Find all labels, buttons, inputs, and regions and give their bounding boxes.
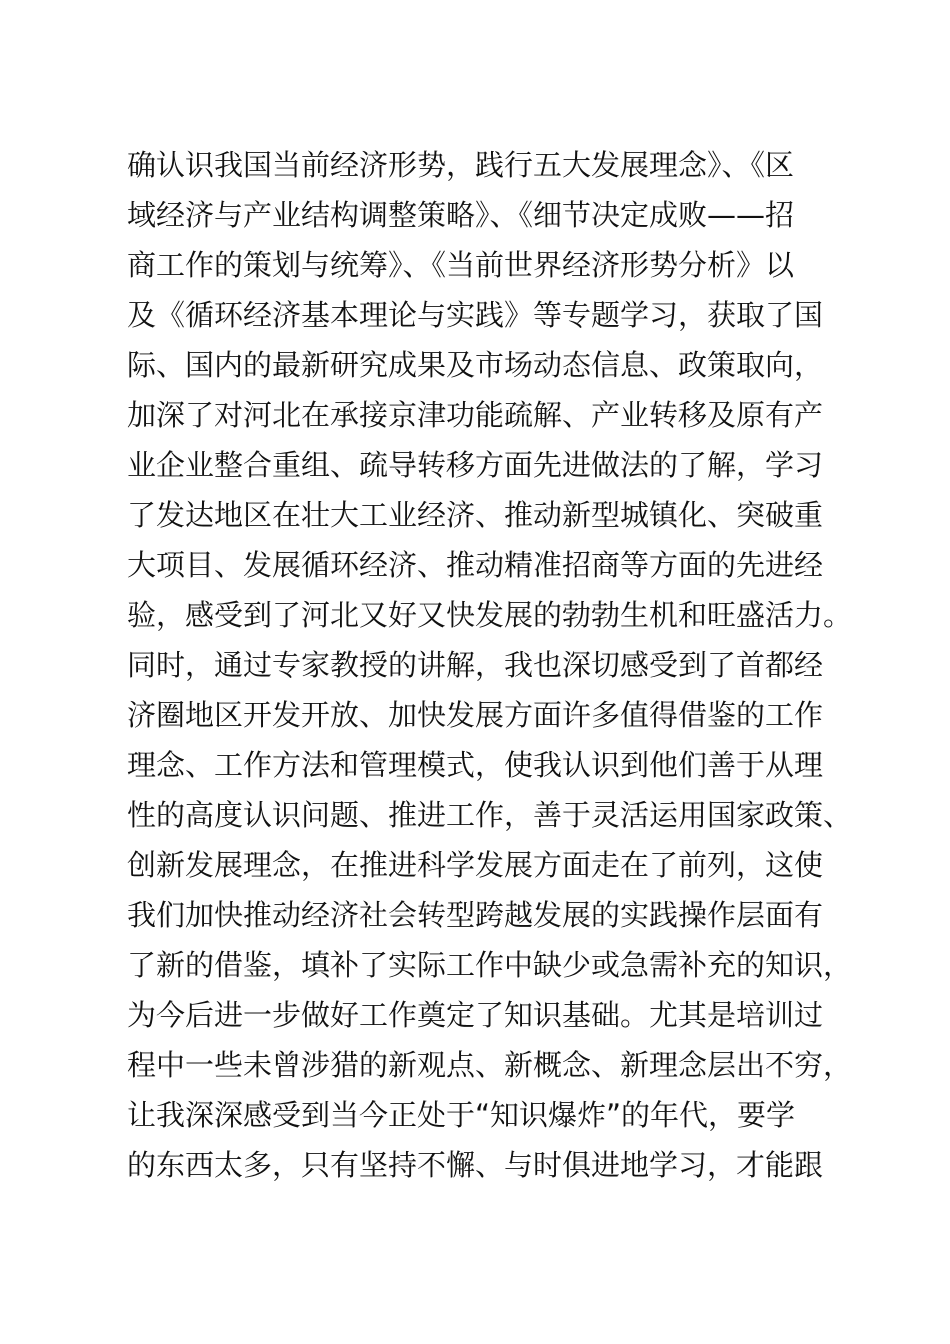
text-line: 际、国内的最新研究成果及市场动态信息、政策取向， [127, 348, 824, 382]
text-line: 让我深深感受到当今正处于“知识爆炸”的年代，要学 [127, 1098, 796, 1132]
text-line: 创新发展理念，在推进科学发展方面走在了前列，这使 [127, 848, 824, 882]
text-line: 大项目、发展循环经济、推动精准招商等方面的先进经 [127, 548, 824, 582]
text-line: 验，感受到了河北又好又快发展的勃勃生机和旺盛活力。 [127, 598, 853, 632]
text-line: 确认识我国当前经济形势，践行五大发展理念》、《区 [127, 148, 795, 182]
text-line: 业企业整合重组、疏导转移方面先进做法的了解，学习 [127, 448, 824, 482]
text-line: 了新的借鉴，填补了实际工作中缺少或急需补充的知识， [127, 948, 853, 982]
text-line: 理念、工作方法和管理模式，使我认识到他们善于从理 [127, 748, 824, 782]
text-line: 的东西太多，只有坚持不懈、与时俱进地学习，才能跟 [127, 1148, 824, 1182]
text-line: 及《循环经济基本理论与实践》等专题学习，获取了国 [127, 298, 824, 332]
text-line: 性的高度认识问题、推进工作，善于灵活运用国家政策、 [127, 798, 853, 832]
text-line: 商工作的策划与统筹》、《当前世界经济形势分析》以 [127, 248, 795, 282]
text-line: 济圈地区开发开放、加快发展方面许多值得借鉴的工作 [127, 698, 824, 732]
text-line: 域经济与产业结构调整策略》、《细节决定成败——招 [127, 198, 795, 232]
body-text [127, 140, 853, 1190]
text-line: 为今后进一步做好工作奠定了知识基础。尤其是培训过 [127, 998, 824, 1032]
text-line: 同时，通过专家教授的讲解，我也深切感受到了首都经 [127, 648, 824, 682]
text-line: 加深了对河北在承接京津功能疏解、产业转移及原有产 [127, 398, 824, 432]
text-line: 我们加快推动经济社会转型跨越发展的实践操作层面有 [127, 898, 824, 932]
text-line: 了发达地区在壮大工业经济、推动新型城镇化、突破重 [127, 498, 824, 532]
text-line: 程中一些未曾涉猎的新观点、新概念、新理念层出不穷， [127, 1048, 853, 1082]
